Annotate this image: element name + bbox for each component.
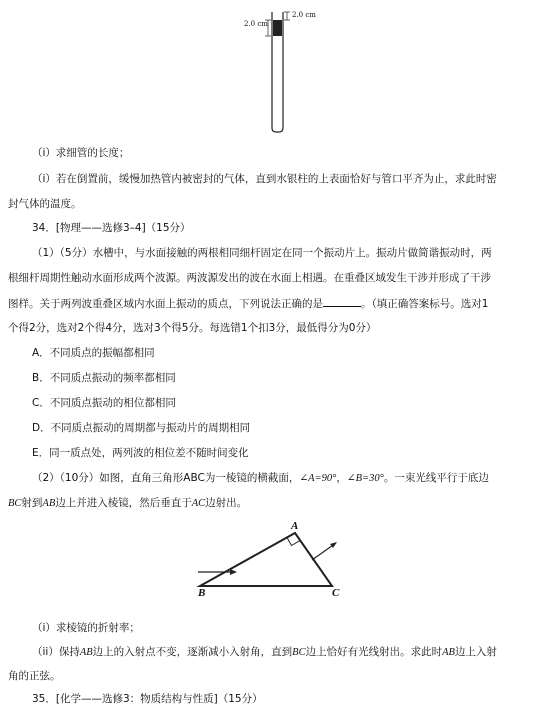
option-a: A．不同质点的振幅都相同: [32, 347, 155, 359]
question-35-header-partial: 35．[化学——选修3：物质结构与性质]（15分）: [32, 693, 263, 705]
option-e: E．同一质点处，两列波的相位差不随时间变化: [32, 447, 249, 459]
segment-ac: AC: [191, 498, 206, 509]
prism-figure: [190, 516, 350, 606]
question-34-2-i: （i）求棱镜的折射率；: [32, 622, 140, 634]
tube-label-right: 2.0 cm: [292, 11, 316, 19]
angle-a: ∠A=90°: [299, 473, 337, 484]
question-i-length: （i）求细管的长度；: [32, 147, 130, 159]
question-34-header: 34．[物理——选修3–4]（15分）: [32, 222, 191, 234]
question-34-1-line4: 个得2分，选对2个得4分，选对3个得5分。每选错1个扣3分，最低得分为0分）: [8, 322, 377, 334]
answer-blank: [323, 296, 361, 307]
vertex-b-label: B: [198, 587, 206, 599]
question-34-2-ii-line1: [32, 645, 497, 660]
option-b: B．不同质点振动的频率都相同: [32, 372, 176, 384]
question-34-2-line2: [8, 496, 247, 511]
text-fragment: 边上恰好有光线射出。求此时: [305, 646, 443, 658]
angle-b: ∠B=30°: [346, 473, 384, 484]
segment-bc: BC: [292, 647, 306, 658]
segment-bc: BC: [8, 498, 22, 509]
tube-diagram: [265, 12, 290, 132]
question-34-2-ii-line2: 角的正弦。: [8, 670, 61, 682]
text-fragment: 边上并进入棱镜，然后垂直于: [55, 497, 192, 509]
question-34-1-line1: （1）（5分）水槽中，与水面接触的两根相同细杆固定在同一个振动片上。振动片做简谐振动时，两: [32, 247, 492, 259]
tube-label-left: 2.0 cm: [244, 20, 268, 28]
question-34-1-line3-tail: 。（填正确答案标号。选对1: [361, 298, 489, 310]
question-34-1-line3: [8, 296, 488, 311]
question-34-1-line3-text: 图样。关于两列波重叠区域内水面上振动的质点，下列说法正确的是: [8, 298, 323, 310]
vertex-c-label: C: [332, 587, 340, 599]
separator: ，: [336, 472, 347, 484]
question-ii-temperature-line1: （i）若在倒置前，缓慢加热管内被密封的气体，直到水银柱的上表面恰好与管口平齐为止，求此时密: [32, 173, 497, 185]
segment-ab: AB: [79, 647, 93, 658]
text-fragment: 边上入射: [454, 646, 497, 658]
segment-ab: AB: [42, 498, 56, 509]
vertex-a-label: A: [291, 520, 299, 532]
question-34-2-line1: [32, 471, 489, 486]
option-c: C．不同质点振动的相位都相同: [32, 397, 176, 409]
question-34-1-line2: 根细杆周期性触动水面形成两个波源。两波源发出的波在水面上相遇。在重叠区域发生干涉并形成了干涉: [8, 272, 491, 284]
option-d: D．不同质点振动的周期都与振动片的周期相同: [32, 422, 251, 434]
prism-diagram: [198, 533, 337, 586]
text-fragment: 射到: [21, 497, 43, 509]
text-fragment: （ii）保持: [32, 646, 80, 658]
text-fragment: 边上的入射点不变，逐渐减小入射角，直到: [92, 646, 293, 658]
question-34-2-intro: （2）（10分）如图，直角三角形ABC为一棱镜的横截面，: [32, 472, 300, 484]
question-34-2-line1-tail: 。一束光线平行于底边: [383, 472, 489, 484]
segment-ab: AB: [442, 647, 455, 658]
text-fragment: 边射出。: [205, 497, 248, 509]
question-ii-temperature-line2: 封气体的温度。: [8, 198, 82, 210]
